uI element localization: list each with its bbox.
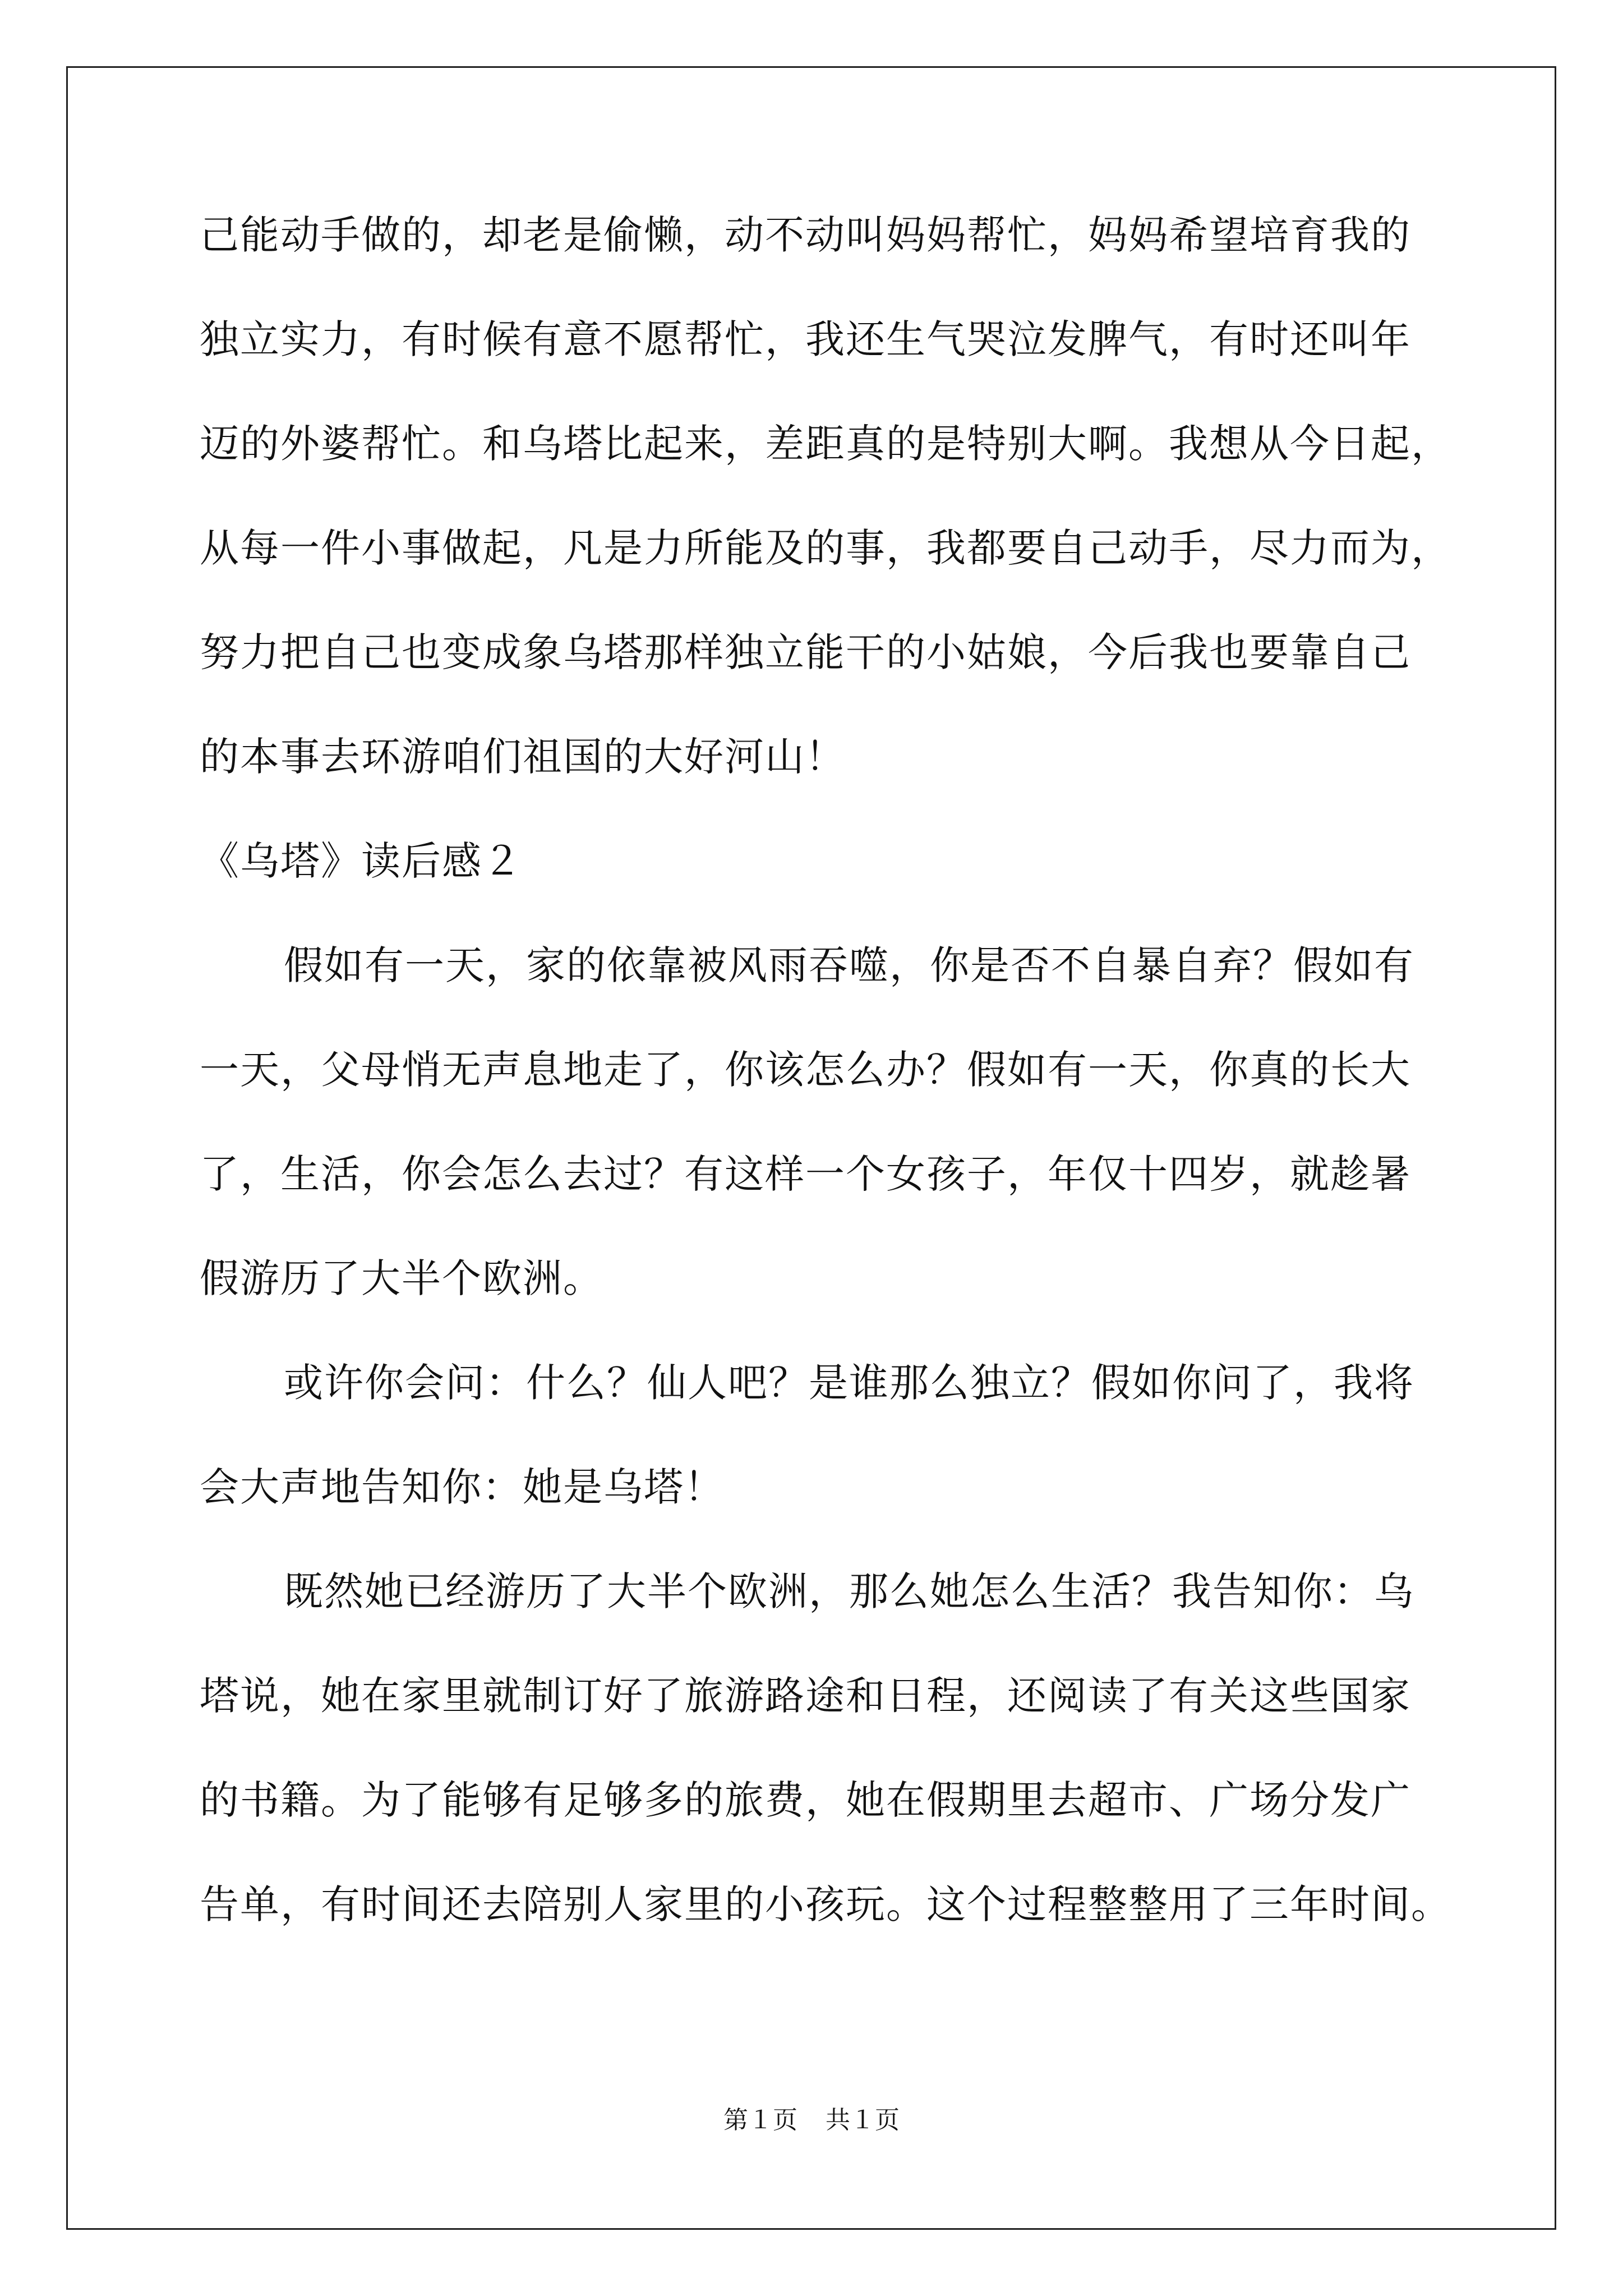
- text-line: 一天，父母悄无声息地走了，你该怎么办？假如有一天，你真的长大: [200, 1047, 1411, 1093]
- paragraph-1: [200, 209, 1451, 783]
- text-line: 努力把自己也变成象乌塔那样独立能干的小姑娘，今后我也要靠自己: [200, 629, 1411, 675]
- section-heading: 《乌塔》读后感２: [200, 838, 523, 884]
- text-line: 塔说，她在家里就制订好了旅游路途和日程，还阅读了有关这些国家: [200, 1673, 1411, 1719]
- page-number-total: 共１页: [826, 2106, 900, 2134]
- paragraph-4: [200, 1565, 1451, 1931]
- text-line: 迈的外婆帮忙。和乌塔比起来，差距真的是特别大啊。我想从今日起，: [200, 421, 1451, 467]
- text-line: 了，生活，你会怎么去过？有这样一个女孩子，年仅十四岁，就趁暑: [200, 1151, 1411, 1197]
- text-line: 的书籍。为了能够有足够多的旅费，她在假期里去超市、广场分发广: [200, 1777, 1411, 1823]
- paragraph-2: [200, 939, 1433, 1305]
- text-line: 从每一件小事做起，凡是力所能及的事，我都要自己动手，尽力而为，: [200, 525, 1451, 571]
- text-line: 或许你会问：什么？仙人吧？是谁那么独立？假如你问了，我将: [284, 1360, 1414, 1406]
- text-line: 独立实力，有时候有意不愿帮忙，我还生气哭泣发脾气，有时还叫年: [200, 316, 1411, 362]
- text-line: 既然她已经游历了大半个欧洲，那么她怎么生活？我告知你：乌: [284, 1568, 1414, 1614]
- text-line: 假如有一天，家的依靠被风雨吞噬，你是否不自暴自弃？假如有: [284, 942, 1414, 988]
- text-line: 的本事去环游咱们祖国的大好河山！: [200, 734, 846, 780]
- page-footer: [0, 2104, 1623, 2137]
- page-number-current: 第１页: [723, 2106, 797, 2134]
- paragraph-3: [200, 1356, 1433, 1513]
- document-body: [200, 209, 1451, 1982]
- text-line: 假游历了大半个欧洲。: [200, 1255, 603, 1301]
- text-line: 告单，有时间还去陪别人家里的小孩玩。这个过程整整用了三年时间。: [200, 1881, 1451, 1927]
- text-line: 己能动手做的，却老是偷懒，动不动叫妈妈帮忙，妈妈希望培育我的: [200, 212, 1411, 258]
- text-line: 会大声地告知你：她是乌塔！: [200, 1464, 725, 1510]
